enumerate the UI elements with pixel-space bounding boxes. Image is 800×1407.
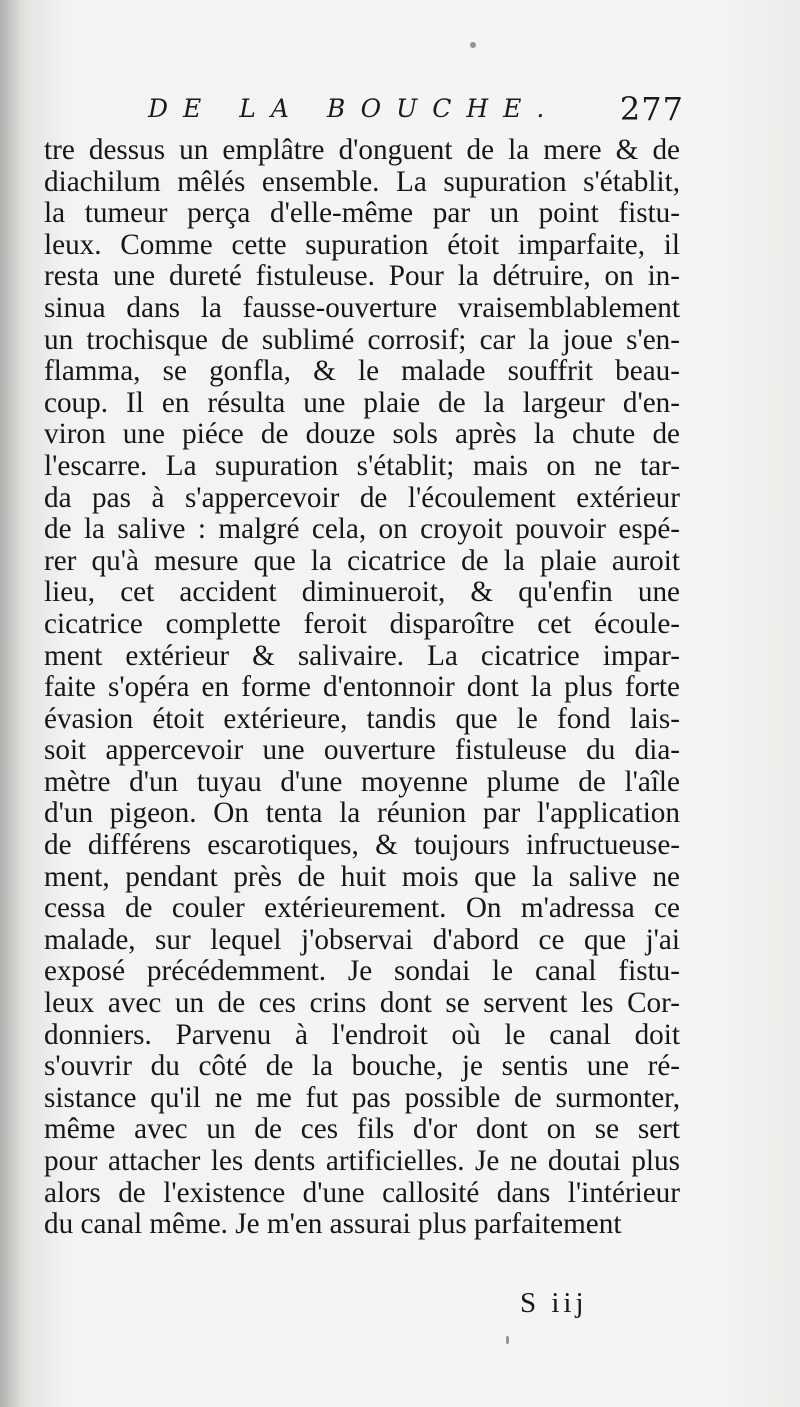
text-line: flamma, se gonfla, & le malade souffrit beau- bbox=[44, 355, 680, 388]
text-line: cicatrice complette feroit disparoître cet écoule- bbox=[44, 607, 680, 640]
running-title: DE LA BOUCHE. bbox=[148, 94, 560, 123]
text-line: lieu, cet accident diminueroit, & qu'enfin une bbox=[44, 576, 680, 609]
text-line: du canal même. Je m'en assurai plus parfaitement bbox=[44, 1208, 622, 1241]
text-line: un trochisque de sublimé corrosif; car la joue s'en- bbox=[44, 323, 680, 356]
text-line: donniers. Parvenu à l'endroit où le canal doit bbox=[44, 1018, 680, 1051]
text-line: de la salive : malgré cela, on croyoit pouvoir espé- bbox=[44, 513, 680, 546]
text-line: l'escarre. La supuration s'établit; mais on ne tar- bbox=[44, 449, 680, 482]
paper-speck bbox=[470, 42, 476, 48]
text-line: d'un pigeon. On tenta la réunion par l'application bbox=[44, 797, 680, 830]
text-line: leux avec un de ces crins dont se servent les Cor- bbox=[44, 987, 680, 1020]
text-line: de différens escarotiques, & toujours infructueuse- bbox=[44, 829, 680, 862]
text-line: rer qu'à mesure que la cicatrice de la plaie auroit bbox=[44, 544, 680, 577]
text-line: exposé précédemment. Je sondai le canal fistu- bbox=[44, 955, 680, 988]
signature-mark: S iij bbox=[520, 1287, 588, 1319]
running-head bbox=[148, 90, 684, 134]
text-line: sistance qu'il ne me fut pas possible de surmonter, bbox=[44, 1081, 680, 1114]
text-line: sinua dans la fausse-ouverture vraisemblablement bbox=[44, 291, 680, 324]
text-line: viron une piéce de douze sols après la chute de bbox=[44, 418, 680, 451]
text-line: leux. Comme cette supuration étoit imparfaite, il bbox=[44, 228, 680, 261]
text-line: évasion étoit extérieure, tandis que le fond lais- bbox=[44, 702, 680, 735]
text-line: même avec un de ces fils d'or dont on se sert bbox=[44, 1113, 680, 1146]
text-line: pour attacher les dents artificielles. Je ne doutai plus bbox=[44, 1145, 680, 1177]
text-line: coup. Il en résulta une plaie de la largeur d'en- bbox=[44, 386, 680, 419]
text-line: malade, sur lequel j'observai d'abord ce que j'ai bbox=[44, 923, 680, 956]
paper-speck bbox=[506, 1336, 509, 1344]
text-line: cessa de couler extérieurement. On m'adressa ce bbox=[44, 892, 680, 925]
text-line: ment, pendant près de huit mois que la salive ne bbox=[44, 860, 680, 893]
text-line: diachilum mêlés ensemble. La supuration s'établit, bbox=[44, 165, 680, 198]
text-line: s'ouvrir du côté de la bouche, je sentis une ré- bbox=[44, 1050, 680, 1083]
text-line: faite s'opéra en forme d'entonnoir dont la plus forte bbox=[44, 671, 680, 704]
body-text bbox=[44, 135, 680, 1241]
page-number: 277 bbox=[619, 90, 684, 128]
text-line: resta une dureté fistuleuse. Pour la détruire, on in- bbox=[44, 260, 680, 293]
text-line: tre dessus un emplâtre d'onguent de la mere & de bbox=[44, 134, 680, 166]
text-line: mètre d'un tuyau d'une moyenne plume de l'aîle bbox=[44, 765, 680, 798]
text-line: da pas à s'appercevoir de l'écoulement extérieur bbox=[44, 481, 680, 514]
text-line: alors de l'existence d'une callosité dans l'intérieur bbox=[44, 1176, 680, 1209]
gutter-shadow bbox=[0, 0, 22, 1407]
text-line: soit appercevoir une ouverture fistuleuse du dia- bbox=[44, 734, 680, 767]
text-line: ment extérieur & salivaire. La cicatrice impar- bbox=[44, 639, 680, 672]
text-line: la tumeur perça d'elle-même par un point fistu- bbox=[44, 197, 680, 230]
